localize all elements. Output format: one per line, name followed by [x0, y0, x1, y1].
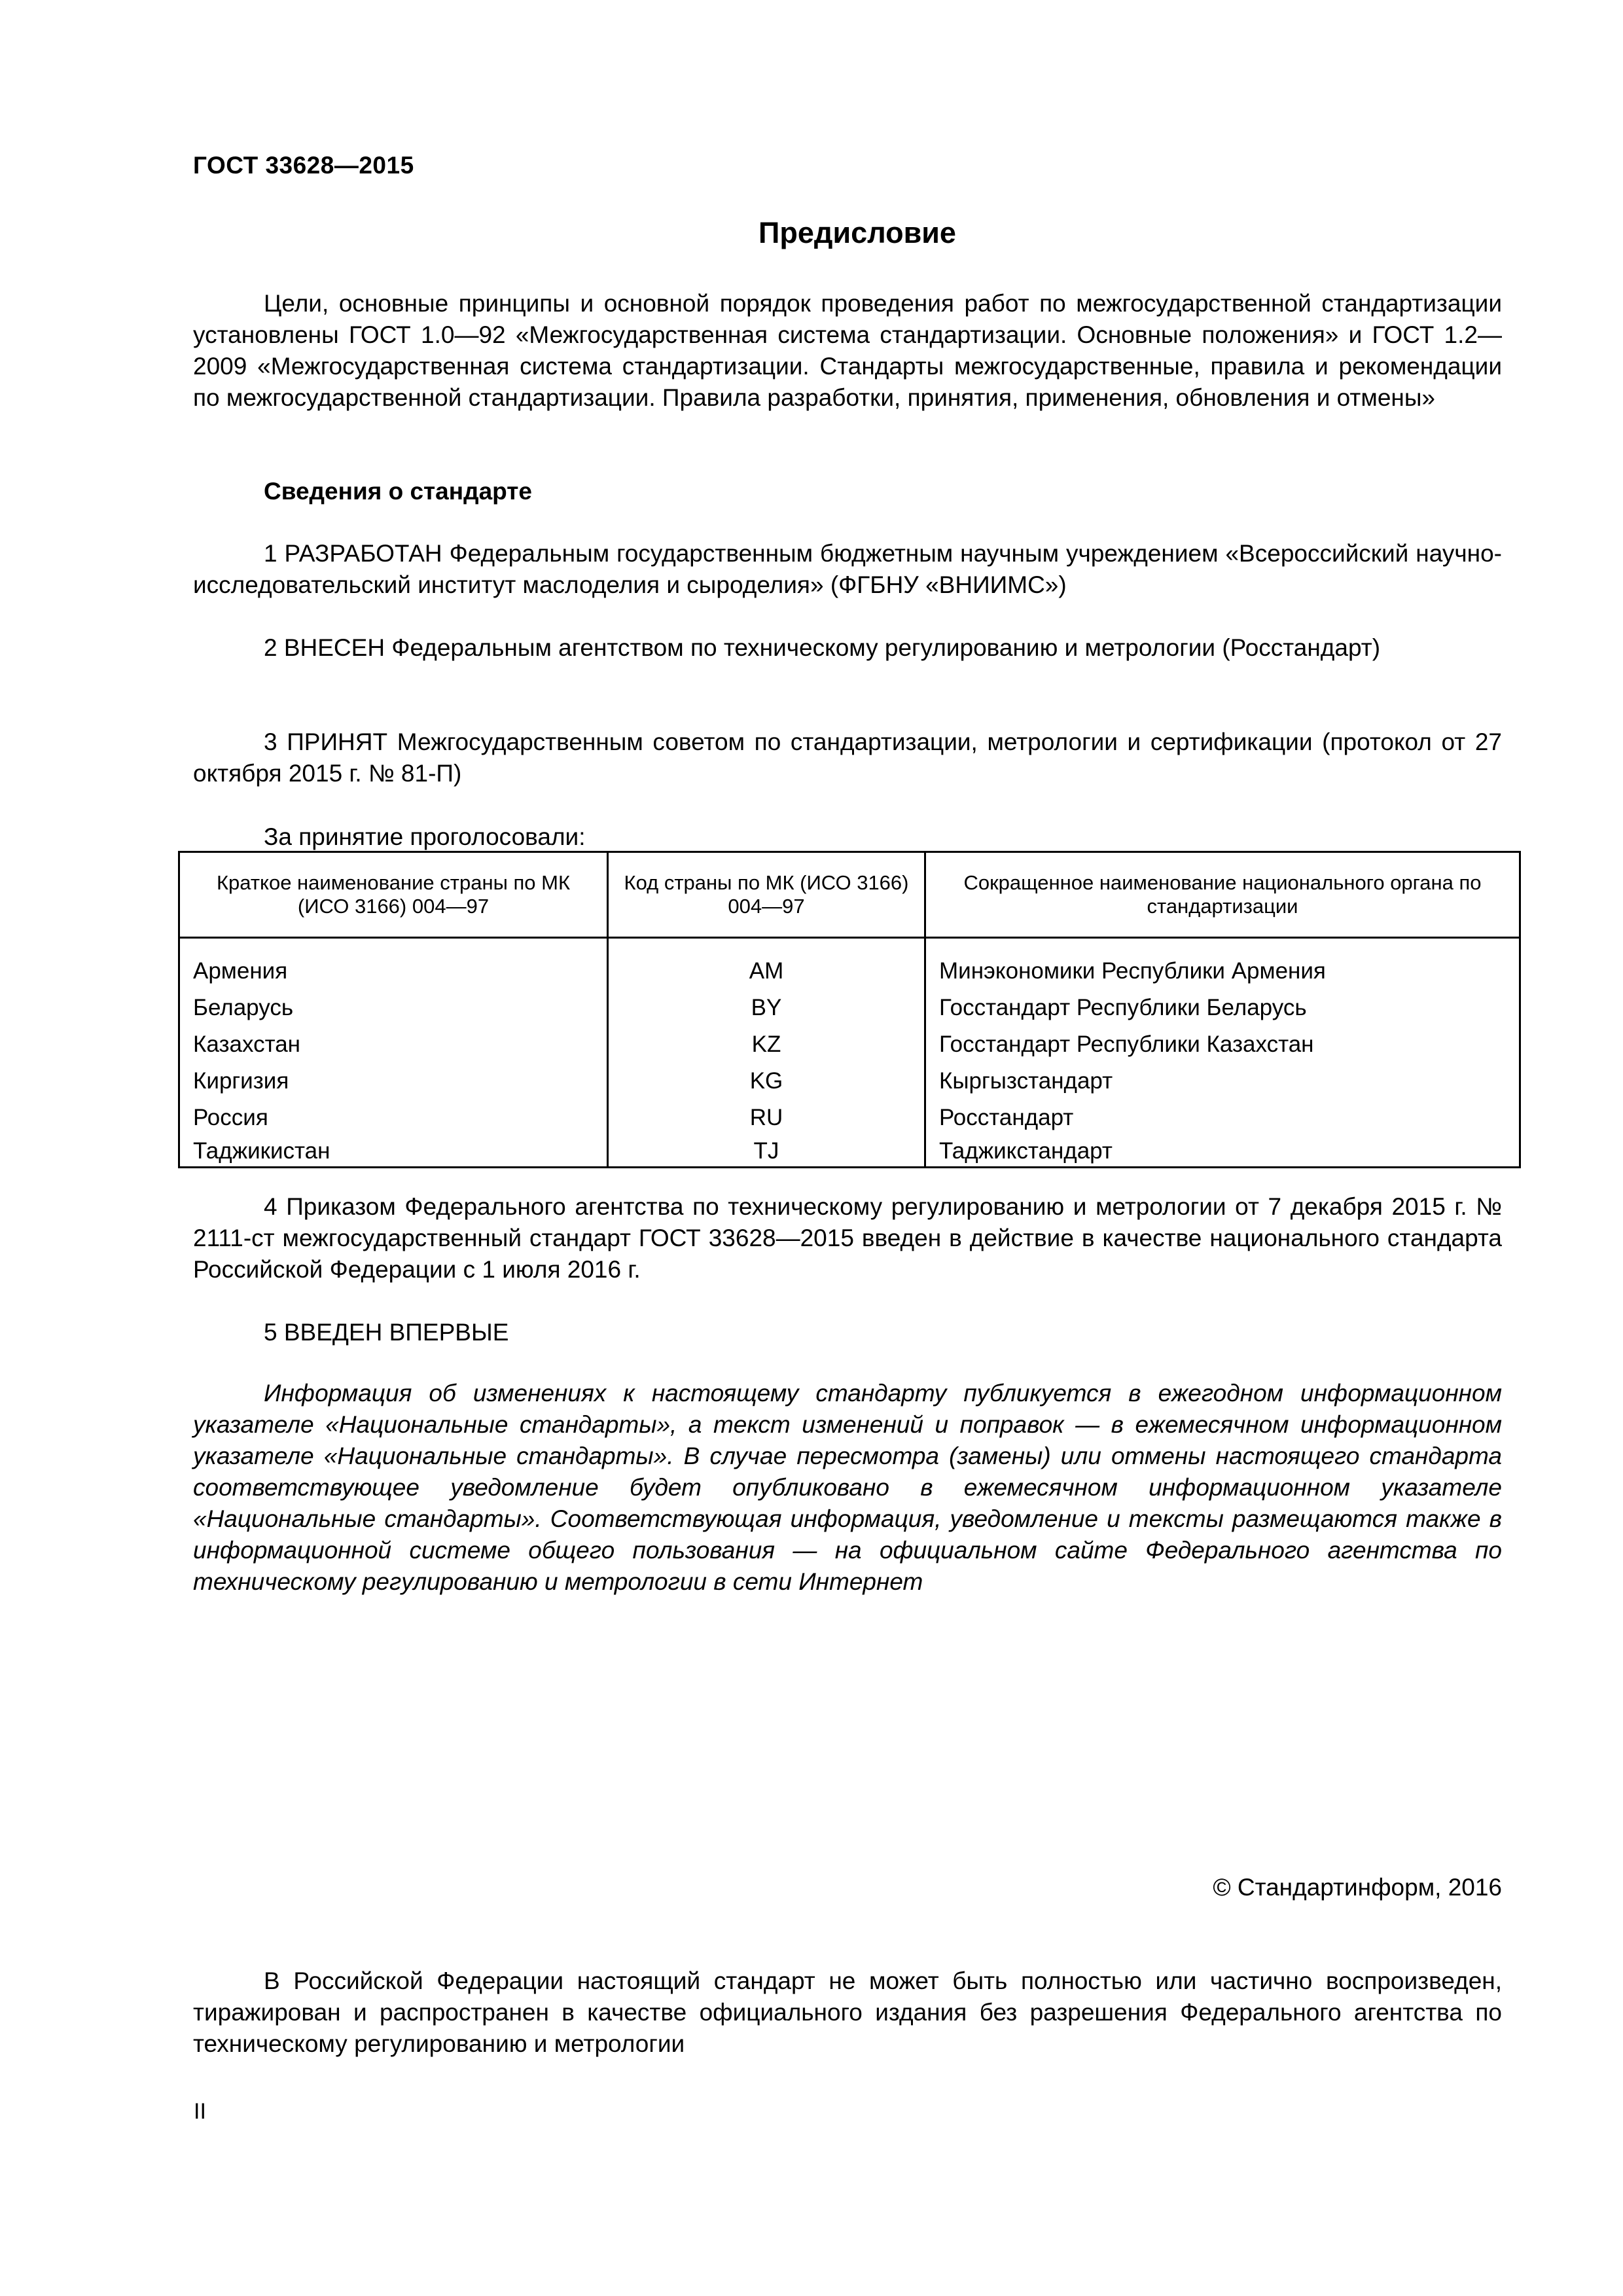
vote-caption: За принятие проголосовали:	[264, 823, 586, 850]
item-2-paragraph: 2 ВНЕСЕН Федеральным агентством по техническому регулированию и метрологии (Росстандарт)	[264, 634, 1381, 661]
page-number: II	[194, 2099, 206, 2124]
country-cell: Беларусь	[179, 990, 608, 1026]
table-row	[179, 1063, 1520, 1100]
page-title: Предисловие	[758, 216, 956, 249]
code-cell: KZ	[608, 1026, 925, 1063]
document-header: ГОСТ 33628—2015	[193, 152, 414, 179]
country-cell: Казахстан	[179, 1026, 608, 1063]
rights-notice-paragraph: В Российской Федерации настоящий стандарт не может быть полностью или частично воспроизведен, тиражирован и распространен в качестве официального издания без разрешения Федерального агентства по техническому регулированию и метрологии	[193, 1967, 1502, 2057]
info-note-paragraph: Информация об изменениях к настоящему стандарту публикуется в ежегодном информационном указателе «Национальные стандарты», а текст изменений и поправок — в ежемесячном информационном указателе «Национальные стандарты». В случае пересмотра (замены) или отмены настоящего стандарта соответствующее уведомление будет опубликовано в ежемесячном информационном указателе «Национальные стандарты». Соответствующая информация, уведомление и тексты размещаются также в информационной системе общего пользования — на официальном сайте Федерального агентства по техническому регулированию и метрологии в сети Интернет	[193, 1380, 1502, 1595]
voting-table	[178, 851, 1521, 1168]
country-cell: Таджикистан	[179, 1136, 608, 1168]
body-cell: Росстандарт	[925, 1100, 1520, 1136]
table-row	[179, 990, 1520, 1026]
code-cell: KG	[608, 1063, 925, 1100]
table-header-body: Сокращенное наименование национального органа по стандартизации	[925, 852, 1520, 938]
item-3-paragraph: 3 ПРИНЯТ Межгосударственным советом по стандартизации, метрологии и сертификации (протокол от 27 октября 2015 г. № 81-П)	[193, 728, 1502, 787]
item-4-paragraph: 4 Приказом Федерального агентства по техническому регулированию и метрологии от 7 декабря 2015 г. № 2111-ст межгосударственный стандарт ГОСТ 33628—2015 введен в действие в качестве национального стандарта Российской Федерации с 1 июля 2016 г.	[193, 1193, 1502, 1283]
body-cell: Госстандарт Республики Казахстан	[925, 1026, 1520, 1063]
item-1-paragraph: 1 РАЗРАБОТАН Федеральным государственным бюджетным научным учреждением «Всероссийский научно-исследовательский институт маслоделия и сыроделия» (ФГБНУ «ВНИИМС»)	[193, 540, 1502, 598]
body-cell: Кыргызстандарт	[925, 1063, 1520, 1100]
section-heading: Сведения о стандарте	[264, 478, 532, 505]
body-cell: Минэкономики Республики Армения	[925, 938, 1520, 990]
code-cell: TJ	[608, 1136, 925, 1168]
table-row	[179, 1026, 1520, 1063]
body-cell: Госстандарт Республики Беларусь	[925, 990, 1520, 1026]
table-row	[179, 1100, 1520, 1136]
country-cell: Армения	[179, 938, 608, 990]
table-header-country: Краткое наименование страны по МК (ИСО 3166) 004—97	[179, 852, 608, 938]
table-row	[179, 1136, 1520, 1168]
code-cell: AM	[608, 938, 925, 990]
code-cell: RU	[608, 1100, 925, 1136]
country-cell: Киргизия	[179, 1063, 608, 1100]
country-cell: Россия	[179, 1100, 608, 1136]
intro-paragraph: Цели, основные принципы и основной порядок проведения работ по межгосударственной стандартизации установлены ГОСТ 1.0—92 «Межгосударственная система стандартизации. Основные положения» и ГОСТ 1.2—2009 «Межгосударственная система стандартизации. Стандарты межгосударственные, правила и рекомендации по межгосударственной стандартизации. Правила разработки, принятия, применения, обновления и отмены»	[193, 290, 1502, 411]
table-header-code: Код страны по МК (ИСО 3166) 004—97	[608, 852, 925, 938]
code-cell: BY	[608, 990, 925, 1026]
table-header-row	[179, 852, 1520, 938]
body-cell: Таджикстандарт	[925, 1136, 1520, 1168]
item-5-paragraph: 5 ВВЕДЕН ВПЕРВЫЕ	[264, 1319, 509, 1346]
table-row	[179, 938, 1520, 990]
copyright-line: © Стандартинформ, 2016	[1213, 1874, 1502, 1901]
